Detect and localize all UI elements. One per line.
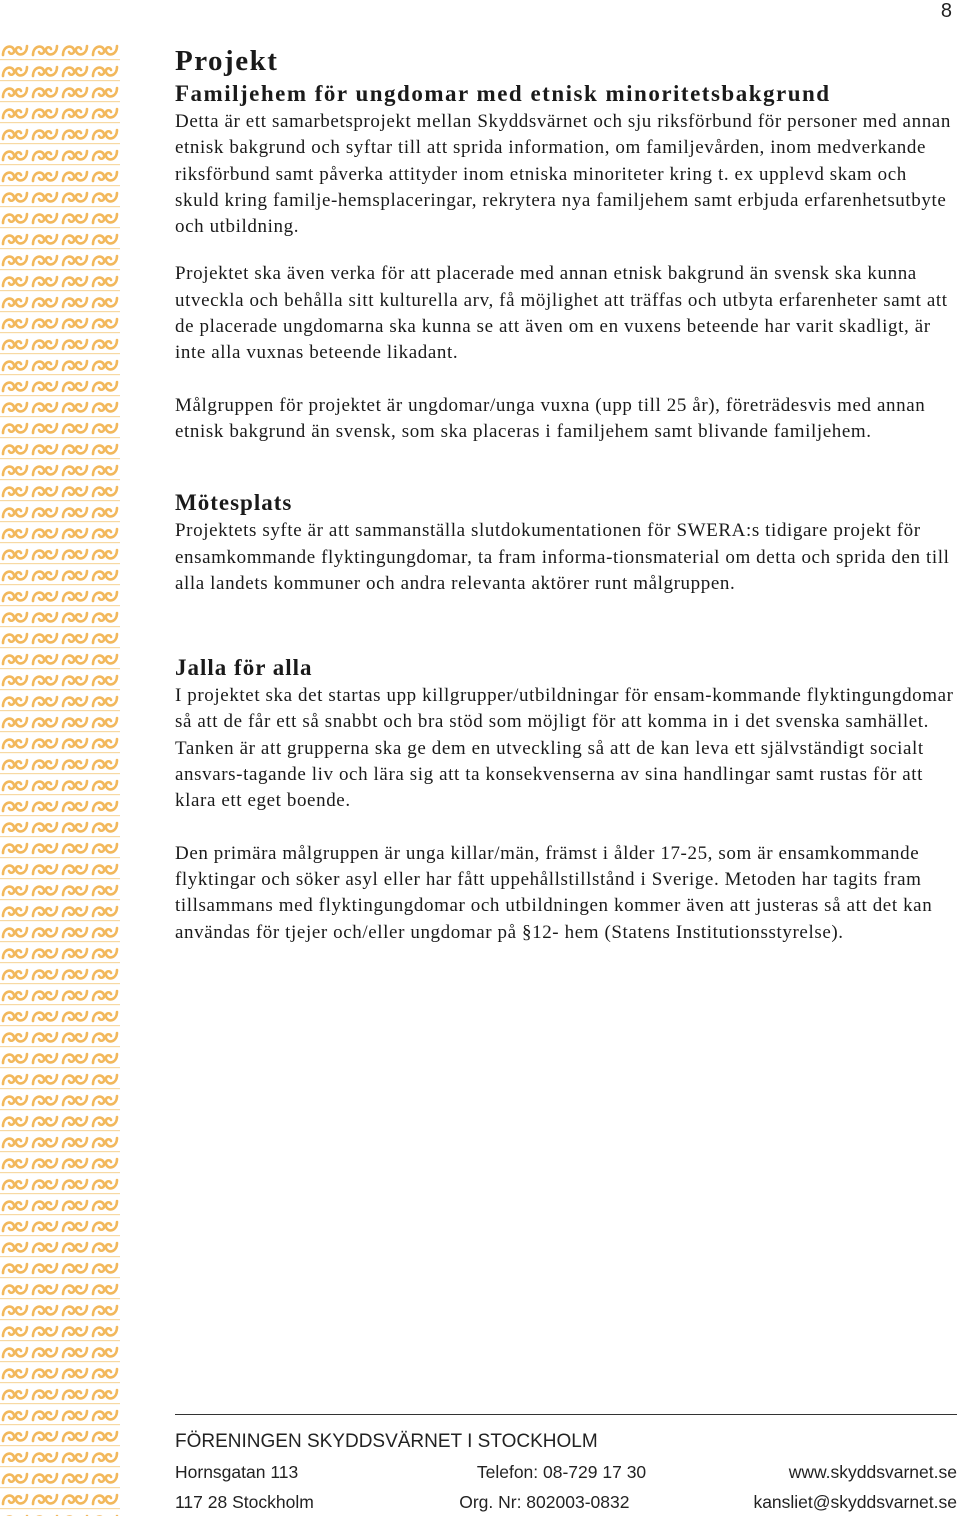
section-subtitle-familjehem: Familjehem för ungdomar med etnisk minoritetsbakgrund [175, 81, 831, 106]
paragraph: Projektets syfte är att sammanställa slutdokumentationen för SWERA:s tidigare projekt för ensamkommande flyktingungdomar, ta fram informa-tionsmaterial om detta och sprida den till alla landets kommuner och andra relevanta aktörer runt målgruppen. [175, 520, 950, 594]
footer-org-nr: Org. Nr: 802003-0832 [459, 1492, 630, 1512]
footer-email-link[interactable]: kansliet@skyddsvarnet.se [753, 1492, 957, 1512]
footer-website-link[interactable]: www.skyddsvarnet.se [788, 1462, 957, 1482]
paragraph: Projektet ska även verka för att placerade med annan etnisk bakgrund än svensk ska kunna utveckla och behålla sitt kulturella arv, få möjlighet att träffas och utbyta erfarenheter samt att de placerade ungdomarna ska kunna se att även om en vuxens beteende har varit skadligt, är inte alla vuxnas beteende likadant. [175, 263, 948, 364]
footer-organization: FÖRENINGEN SKYDDSVÄRNET I STOCKHOLM [175, 1431, 598, 1452]
footer-phone: Telefon: 08-729 17 30 [476, 1462, 647, 1482]
ornamental-pattern-icon [0, 40, 120, 1516]
main-content [175, 44, 955, 946]
footer-divider [175, 1414, 957, 1415]
paragraph: Den primära målgruppen är unga killar/män, främst i ålder 17-25, som är ensamkommande flyktingar och söker asyl eller har fått uppehållstillstånd i Sverige. Metoden har tagits fram tillsammans med flyktingungdomar och utbildningen kommer även att justeras så att det kan användas för tjejer och/eller ungdomar på §12- hem (Statens Institutionsstyrelse). [175, 842, 933, 943]
page-footer [175, 1414, 957, 1522]
footer-postal: 117 28 Stockholm [175, 1492, 314, 1512]
footer-row [175, 1462, 957, 1483]
section-title-jalla: Jalla för alla [175, 655, 313, 681]
footer-address: Hornsgatan 113 [175, 1462, 299, 1482]
paragraph: Detta är ett samarbetsprojekt mellan Skyddsvärnet och sju riksförbund för personer med annan etnisk bakgrund och syftar till att sprida information, om familjevården, inom medverkande riksförbund samt påverka attityder inom etniska minoriteter kring t. ex upplevd skam och skuld kring familje-hemsplaceringar, rekrytera nya familjehem samt erbjuda erfarenhetsutbyte och utbildning. [175, 111, 951, 238]
footer-row [175, 1492, 957, 1513]
paragraph: I projektet ska det startas upp killgrupper/utbildningar för ensam-kommande flyktingungdomar så att de får ett så snabbt och bra stöd som möjligt för att komma in i det svenska samhället. Tanken är att grupperna ska ge dem en utveckling så att de kan leva ett självständigt socialt ansvars-tagande liv och lära sig att ta konsekvenserna av sina handlingar samt rustas för att klara ett eget boende. [175, 685, 954, 812]
section-title-motesplats: Mötesplats [175, 490, 293, 516]
decorative-border [0, 40, 120, 1516]
section-title-projekt: Projekt [175, 45, 279, 77]
paragraph: Målgruppen för projektet är ungdomar/unga vuxna (upp till 25 år), företrädesvis med annan etnisk bakgrund än svensk, som ska placeras i familjehem samt blivande familjehem. [175, 394, 926, 442]
page-number: 8 [940, 0, 952, 22]
